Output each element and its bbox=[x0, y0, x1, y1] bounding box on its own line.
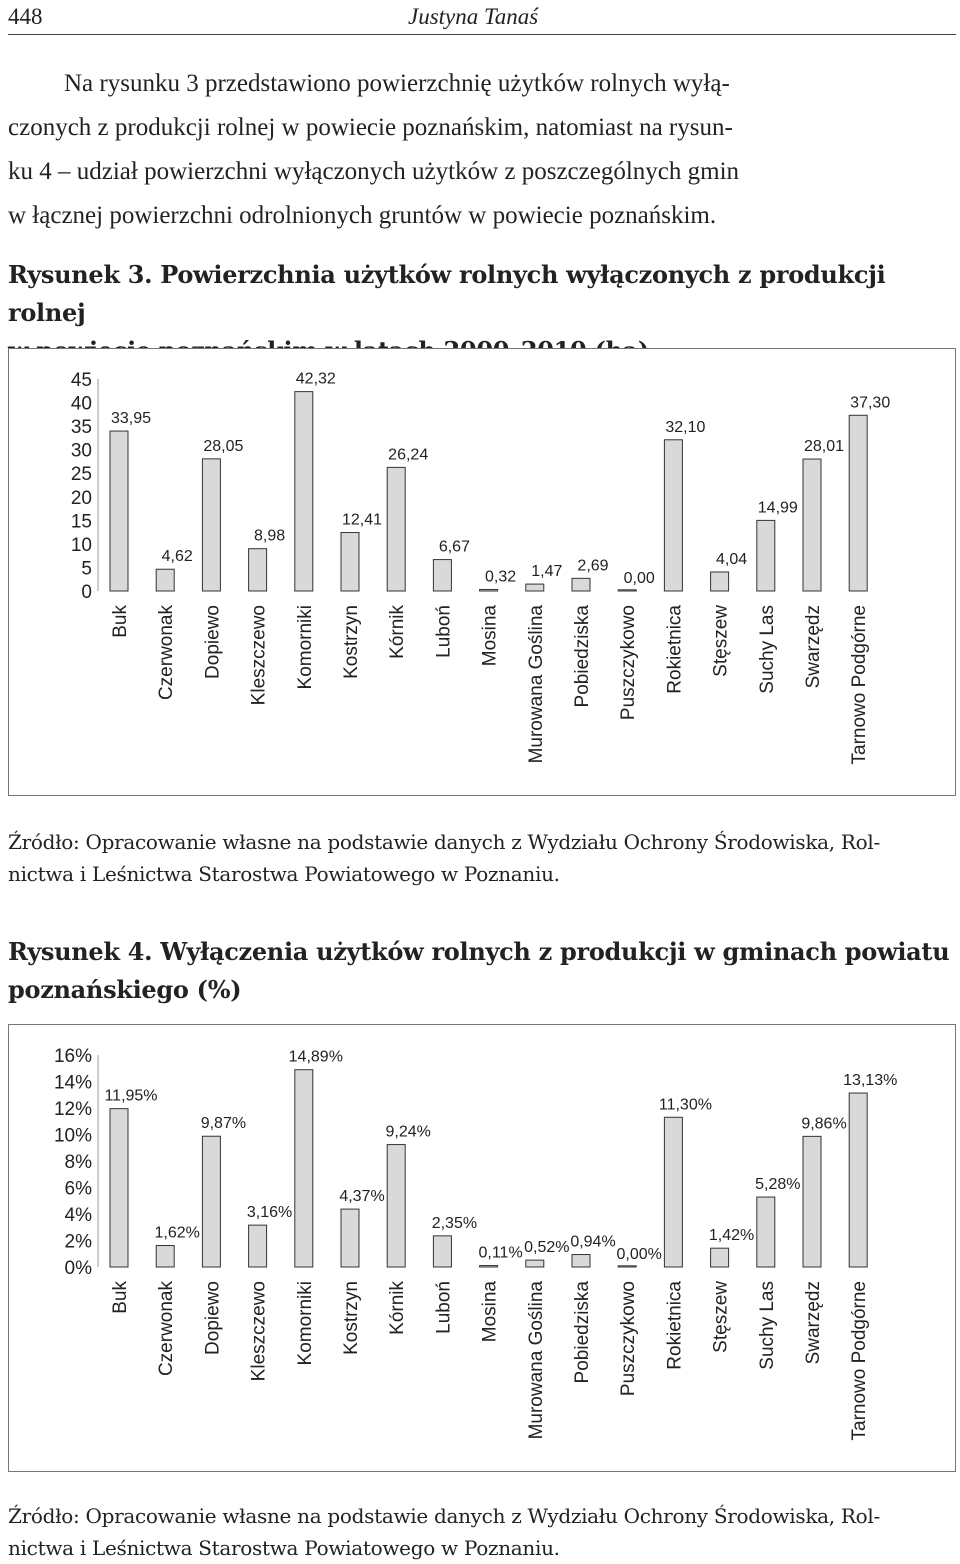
x-tick-label: Buk bbox=[110, 605, 131, 638]
y-tick-label: 0% bbox=[64, 1258, 92, 1279]
data-label: 11,30% bbox=[658, 1096, 712, 1114]
data-label: 2,35% bbox=[431, 1214, 478, 1232]
bar bbox=[572, 1255, 590, 1267]
bar bbox=[387, 1145, 405, 1267]
figure4-chart-svg bbox=[9, 1025, 955, 1471]
bar bbox=[711, 1248, 729, 1267]
bar bbox=[526, 1260, 544, 1267]
bar bbox=[757, 520, 775, 591]
bar bbox=[433, 1236, 451, 1267]
source-line: Źródło: Opracowanie własne na podstawie danych z Wydziału Ochrony Środowiska, Rol- bbox=[8, 1504, 880, 1528]
data-label: 2,69 bbox=[577, 557, 609, 575]
x-tick-label: Czerwonak bbox=[156, 605, 178, 701]
data-label: 9,86% bbox=[801, 1115, 847, 1133]
bar bbox=[664, 1117, 682, 1267]
x-tick-label: Rokietnica bbox=[664, 605, 686, 694]
data-label: 0,94% bbox=[570, 1233, 616, 1251]
y-tick-label: 5 bbox=[81, 558, 92, 580]
x-tick-label: Dopiewo bbox=[202, 605, 224, 679]
bar bbox=[295, 392, 313, 591]
x-tick-label: Luboń bbox=[433, 1281, 455, 1334]
data-label: 11,95% bbox=[104, 1087, 158, 1105]
data-label: 6,67 bbox=[438, 538, 470, 556]
x-tick-label: Mosina bbox=[479, 1281, 501, 1343]
data-label: 37,30 bbox=[850, 394, 891, 412]
intro-paragraph bbox=[8, 62, 954, 238]
data-label: 28,01 bbox=[803, 438, 845, 456]
data-label: 0,00 bbox=[623, 570, 655, 587]
data-label: 8,98 bbox=[254, 527, 286, 545]
x-tick-label: Komorniki bbox=[294, 605, 316, 690]
data-label: 32,10 bbox=[665, 418, 706, 436]
y-tick-label: 2% bbox=[64, 1231, 92, 1253]
x-tick-label: Pobiedziska bbox=[572, 605, 593, 708]
y-tick-label: 40 bbox=[70, 393, 92, 415]
data-label: 0,32 bbox=[485, 568, 517, 586]
data-label: 12,41 bbox=[341, 511, 383, 529]
x-tick-label: Kostrzyn bbox=[341, 605, 362, 679]
data-label: 5,28% bbox=[755, 1176, 801, 1194]
x-tick-label: Swarzędz bbox=[803, 1281, 824, 1365]
bar bbox=[202, 459, 220, 591]
paragraph-line: w łącznej powierzchni odrolnionych gruntów w powiecie poznańskim. bbox=[8, 202, 717, 229]
data-label: 4,62 bbox=[161, 548, 193, 566]
figure3-chart-svg bbox=[9, 349, 955, 795]
x-tick-label: Suchy Las bbox=[756, 605, 778, 694]
paragraph-line: czonych z produkcji rolnej w powiecie poznańskim, natomiast na rysun- bbox=[8, 114, 733, 141]
bar bbox=[156, 569, 174, 591]
figure4-chart bbox=[8, 1024, 956, 1472]
x-tick-label: Puszczykowo bbox=[618, 605, 640, 721]
bar bbox=[156, 1246, 174, 1267]
y-tick-label: 0 bbox=[81, 582, 92, 603]
y-tick-label: 15 bbox=[70, 511, 92, 533]
data-label: 26,24 bbox=[388, 446, 429, 464]
x-tick-label: Kórnik bbox=[387, 605, 409, 659]
bar bbox=[803, 1136, 821, 1267]
source-line: nictwa i Leśnictwa Starostwa Powiatowego w Poznaniu. bbox=[8, 862, 560, 886]
data-label: 13,13% bbox=[843, 1072, 898, 1090]
data-label: 33,95 bbox=[110, 410, 152, 428]
data-label: 3,16% bbox=[246, 1204, 293, 1222]
page-number: 448 bbox=[8, 4, 43, 29]
x-tick-label: Czerwonak bbox=[156, 1281, 178, 1377]
bar bbox=[664, 440, 682, 591]
x-tick-label: Tarnowo Podgórne bbox=[849, 605, 871, 765]
y-tick-label: 4% bbox=[64, 1205, 92, 1226]
x-tick-label: Stęszew bbox=[710, 1281, 732, 1353]
figure3-chart bbox=[8, 348, 956, 796]
y-tick-label: 10 bbox=[70, 534, 92, 556]
bar bbox=[110, 431, 128, 591]
data-label: 14,99 bbox=[757, 499, 798, 517]
x-tick-label: Kórnik bbox=[387, 1281, 409, 1335]
bar bbox=[341, 1209, 359, 1267]
source-line: Źródło: Opracowanie własne na podstawie danych z Wydziału Ochrony Środowiska, Rol- bbox=[8, 830, 880, 854]
y-tick-label: 35 bbox=[70, 417, 92, 439]
bar bbox=[202, 1136, 220, 1267]
caption-line: poznańskiego (%) bbox=[8, 975, 242, 1004]
data-label: 42,32 bbox=[295, 370, 336, 388]
data-label: 4,37% bbox=[339, 1188, 385, 1206]
y-tick-label: 30 bbox=[70, 440, 92, 462]
y-tick-label: 16% bbox=[53, 1046, 92, 1067]
bar bbox=[249, 1225, 267, 1267]
page-header bbox=[8, 2, 956, 35]
bar bbox=[572, 578, 590, 591]
data-label: 28,05 bbox=[203, 437, 244, 455]
data-label: 1,42% bbox=[708, 1227, 755, 1245]
caption-line: Rysunek 4. Wyłączenia użytków rolnych z produkcji w gminach powiatu bbox=[8, 937, 950, 966]
x-tick-label: Luboń bbox=[433, 605, 455, 658]
y-tick-label: 20 bbox=[70, 487, 92, 509]
x-tick-label: Suchy Las bbox=[756, 1281, 778, 1370]
data-label: 1,62% bbox=[154, 1224, 200, 1242]
x-tick-label: Rokietnica bbox=[664, 1281, 686, 1370]
y-tick-label: 10% bbox=[53, 1125, 92, 1147]
x-tick-label: Kleszczewo bbox=[248, 605, 270, 706]
y-tick-label: 14% bbox=[53, 1072, 92, 1094]
y-tick-label: 8% bbox=[64, 1152, 92, 1173]
bar bbox=[341, 533, 359, 591]
x-tick-label: Pobiedziska bbox=[572, 1281, 593, 1384]
paragraph-line: Na rysunku 3 przedstawiono powierzchnię użytków rolnych wyłą- bbox=[64, 70, 730, 97]
x-tick-label: Komorniki bbox=[294, 1281, 316, 1366]
data-label: 4,04 bbox=[716, 550, 748, 568]
bar bbox=[110, 1109, 128, 1267]
bar bbox=[711, 572, 729, 591]
data-label: 1,47 bbox=[531, 563, 563, 581]
bar bbox=[480, 589, 498, 591]
bar bbox=[433, 560, 451, 591]
x-tick-label: Puszczykowo bbox=[618, 1281, 640, 1397]
bar bbox=[526, 584, 544, 591]
data-label: 9,87% bbox=[200, 1115, 247, 1133]
figure4-source bbox=[8, 1500, 958, 1564]
x-tick-label: Stęszew bbox=[710, 605, 732, 677]
figure4-caption bbox=[8, 933, 954, 1009]
x-tick-label: Swarzędz bbox=[803, 605, 824, 689]
x-tick-label: Tarnowo Podgórne bbox=[849, 1281, 871, 1441]
bar bbox=[295, 1070, 313, 1267]
bar bbox=[249, 549, 267, 591]
source-line: nictwa i Leśnictwa Starostwa Powiatowego w Poznaniu. bbox=[8, 1536, 560, 1560]
bar bbox=[387, 467, 405, 591]
y-tick-label: 45 bbox=[70, 370, 92, 391]
bar bbox=[618, 1266, 636, 1267]
x-tick-label: Mosina bbox=[479, 605, 501, 667]
caption-line: Rysunek 3. Powierzchnia użytków rolnych wyłączonych z produkcji rolnej bbox=[8, 260, 886, 327]
y-tick-label: 12% bbox=[53, 1099, 92, 1120]
data-label: 0,00% bbox=[616, 1246, 662, 1263]
bar bbox=[480, 1266, 498, 1267]
x-tick-label: Buk bbox=[110, 1281, 131, 1314]
x-tick-label: Dopiewo bbox=[202, 1281, 224, 1355]
x-tick-label: Murowana Goślina bbox=[525, 605, 547, 764]
x-tick-label: Kostrzyn bbox=[341, 1281, 362, 1355]
bar bbox=[618, 590, 636, 591]
figure3-source bbox=[8, 826, 958, 890]
paragraph-line: ku 4 – udział powierzchni wyłączonych użytków z poszczególnych gmin bbox=[8, 158, 740, 185]
data-label: 14,89% bbox=[288, 1048, 343, 1066]
y-tick-label: 25 bbox=[70, 464, 92, 486]
bar bbox=[757, 1197, 775, 1267]
data-label: 9,24% bbox=[385, 1123, 431, 1141]
x-tick-label: Kleszczewo bbox=[248, 1281, 270, 1382]
data-label: 0,11% bbox=[478, 1244, 523, 1262]
bar bbox=[849, 415, 867, 591]
bar bbox=[803, 459, 821, 591]
data-label: 0,52% bbox=[524, 1239, 570, 1257]
bar bbox=[849, 1093, 867, 1267]
x-tick-label: Murowana Goślina bbox=[525, 1281, 547, 1440]
running-head-author: Justyna Tanaś bbox=[408, 4, 539, 29]
y-tick-label: 6% bbox=[64, 1178, 92, 1200]
